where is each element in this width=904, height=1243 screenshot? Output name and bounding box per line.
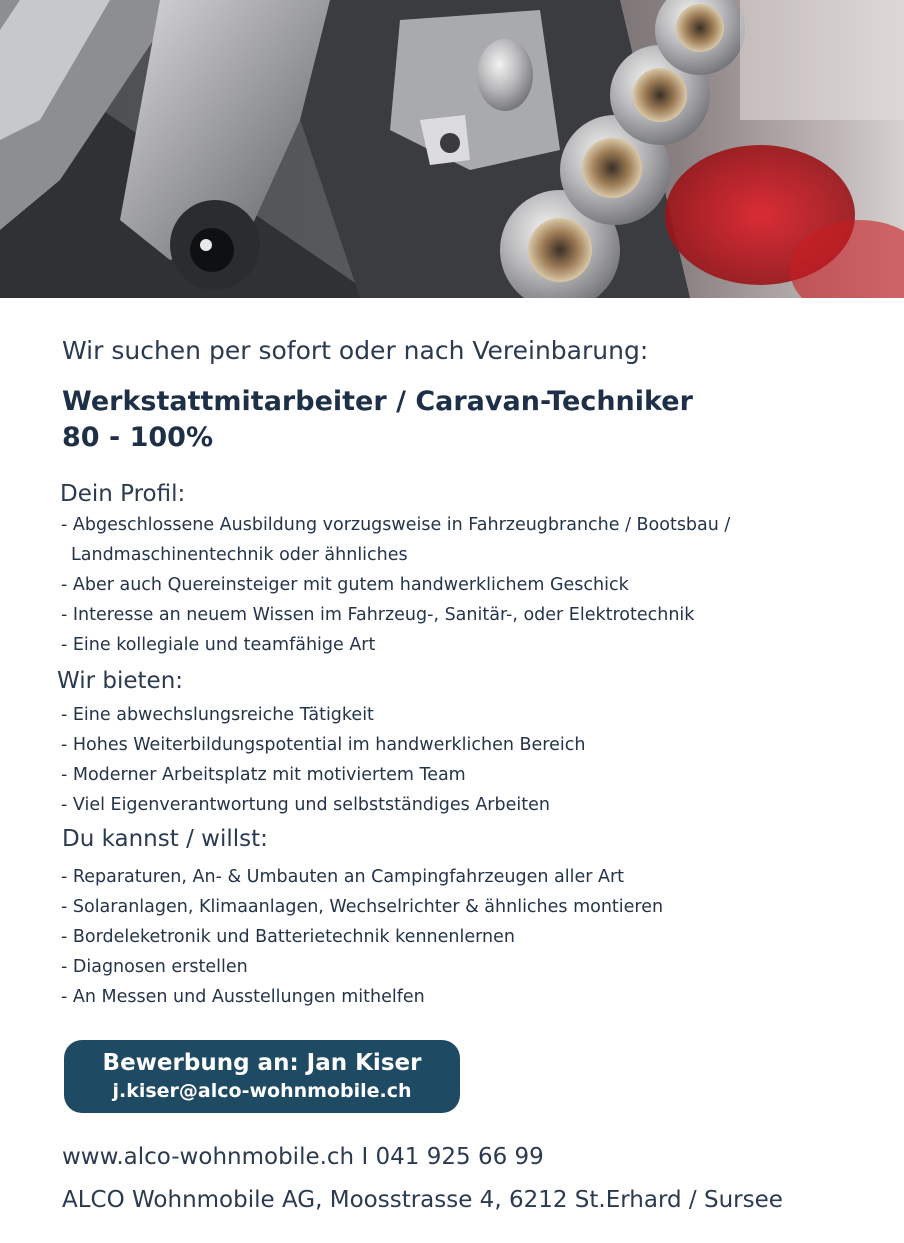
profile-list bbox=[61, 510, 730, 660]
application-email-link[interactable]: j.kiser@alco-wohnmobile.ch bbox=[112, 1080, 412, 1102]
list-item: - Solaranlagen, Klimaanlagen, Wechselrichter & ähnliches montieren bbox=[61, 897, 664, 917]
job-title-line1: Werkstattmitarbeiter / Caravan-Techniker bbox=[62, 386, 693, 417]
list-item: - Reparaturen, An- & Umbauten an Campingfahrzeugen aller Art bbox=[61, 867, 625, 887]
offer-list bbox=[61, 700, 585, 820]
list-item: - Abgeschlossene Ausbildung vorzugsweise in Fahrzeugbranche / Bootsbau / bbox=[61, 515, 731, 535]
application-contact-name: Bewerbung an: Jan Kiser bbox=[102, 1050, 422, 1076]
offer-heading: Wir bieten: bbox=[57, 668, 184, 694]
list-item: - Aber auch Quereinsteiger mit gutem handwerklichem Geschick bbox=[61, 575, 629, 595]
list-item: - Eine abwechslungsreiche Tätigkeit bbox=[61, 705, 374, 725]
list-item: - Moderner Arbeitsplatz mit motiviertem Team bbox=[61, 765, 466, 785]
tasks-heading: Du kannst / willst: bbox=[62, 826, 268, 852]
list-item: - Interesse an neuem Wissen im Fahrzeug-, Sanitär-, oder Elektrotechnik bbox=[61, 605, 695, 625]
job-workload: 80 - 100% bbox=[62, 422, 213, 453]
footer-address: ALCO Wohnmobile AG, Moosstrasse 4, 6212 St.Erhard / Sursee bbox=[62, 1187, 783, 1213]
socket-wrench-photo bbox=[0, 0, 904, 298]
list-item: - Hohes Weiterbildungspotential im handwerklichen Bereich bbox=[61, 735, 586, 755]
list-item: - Diagnosen erstellen bbox=[61, 957, 248, 977]
footer-website-phone[interactable]: www.alco-wohnmobile.ch I 041 925 66 99 bbox=[62, 1144, 544, 1170]
list-item: - Bordeleketronik und Batterietechnik kennenlernen bbox=[61, 927, 515, 947]
hero-image-tool-sockets bbox=[0, 0, 904, 298]
list-item: - Eine kollegiale und teamfähige Art bbox=[61, 635, 376, 655]
list-item: Landmaschinentechnik oder ähnliches bbox=[71, 545, 408, 565]
job-title bbox=[62, 384, 693, 456]
profile-heading: Dein Profil: bbox=[60, 481, 186, 507]
list-item: - Viel Eigenverantwortung und selbstständiges Arbeiten bbox=[61, 795, 550, 815]
intro-text: Wir suchen per sofort oder nach Vereinbarung: bbox=[62, 336, 649, 365]
list-item: - An Messen und Ausstellungen mithelfen bbox=[61, 987, 425, 1007]
tasks-list bbox=[61, 862, 663, 1012]
application-contact-box[interactable] bbox=[64, 1040, 460, 1113]
